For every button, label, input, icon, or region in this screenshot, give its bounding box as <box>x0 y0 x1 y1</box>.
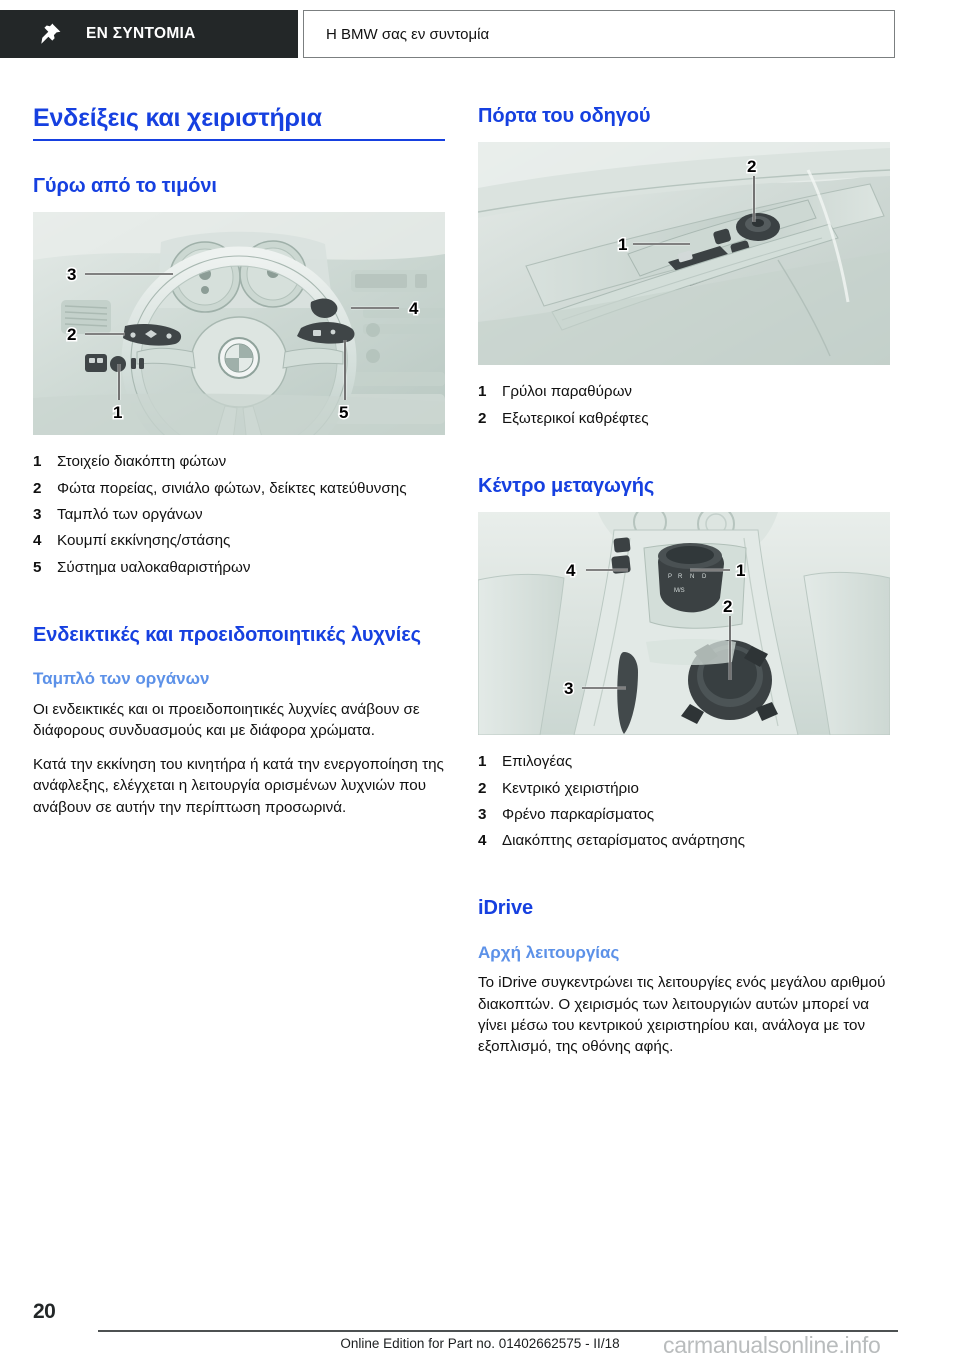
list-item-label: Εξωτερικοί καθρέφτες <box>502 409 649 427</box>
chapter-tab[interactable] <box>0 10 298 58</box>
list-item-number: 1 <box>478 383 487 401</box>
edition-note: Online Edition for Part no. 01402662575 - II/18 <box>340 1336 620 1351</box>
svg-text:M/S: M/S <box>674 588 685 595</box>
section-heading-driver-door: Πόρτα του οδηγού <box>478 105 651 127</box>
list-item-number: 2 <box>478 409 487 427</box>
svg-text:P: P <box>668 574 673 581</box>
list-item-label: Κουμπί εκκίνησης/στάσης <box>57 532 231 550</box>
breadcrumb <box>303 10 895 58</box>
svg-text:1: 1 <box>618 235 628 255</box>
right-column <box>478 104 890 1057</box>
list-item-label: Στοιχείο διακόπτη φώτων <box>57 453 227 471</box>
list-item <box>478 381 890 402</box>
list-item-number: 2 <box>33 479 42 497</box>
list-item-number: 5 <box>33 558 42 576</box>
list-item-label: Γρύλοι παραθύρων <box>502 383 633 401</box>
list-item <box>33 504 445 525</box>
driver-door-callout-list <box>478 381 890 429</box>
list-item-number: 3 <box>478 805 487 823</box>
svg-text:2: 2 <box>67 325 77 345</box>
svg-text:D: D <box>702 574 707 581</box>
steering-wheel-callout-list <box>33 451 445 577</box>
pin-icon <box>40 23 62 45</box>
svg-text:3: 3 <box>564 679 574 699</box>
steering-wheel-figure <box>33 212 445 435</box>
breadcrumb-label: Η BMW σας εν συντομία <box>326 25 490 43</box>
svg-text:R: R <box>678 574 683 581</box>
section-heading-indicator-warning-lamps: Ενδεικτικές και προειδοποιητικές λυχνίες <box>33 623 421 646</box>
svg-text:4: 4 <box>566 561 576 581</box>
list-item-number: 1 <box>478 753 487 771</box>
section-heading-around-steering-wheel: Γύρω από το τιμόνι <box>33 175 217 197</box>
list-item <box>478 408 890 429</box>
paragraph: Το iDrive συγκεντρώνει τις λειτουργίες ενός μεγάλου αριθμού διακοπτών. Ο χειρισμός των λειτουργιών αυτών μπορεί να γίνει μέσω του κεντρικού χειριστηρίου και, ανάλογα με τον εξοπλισμό, της οθόνης αφής. <box>478 974 886 1056</box>
center-console-callout-list <box>478 751 890 851</box>
driver-door-figure <box>478 142 890 365</box>
subsection-heading-operating-principle: Αρχή λειτουργίας <box>478 942 620 962</box>
list-item <box>478 804 890 825</box>
paragraph: Κατά την εκκίνηση του κινητήρα ή κατά την ενεργοποίηση της ανάφλεξης, ελέγχεται η λειτουργία ορισμένων λυχνιών που ανάβουν σε αυτήν την περίπτωση προσωρινά. <box>33 756 444 816</box>
list-item <box>33 451 445 472</box>
svg-text:N: N <box>690 574 695 581</box>
page-footer <box>0 1296 960 1362</box>
center-console-figure <box>478 512 890 735</box>
list-item-number: 4 <box>478 832 487 850</box>
subsection-heading-instrument-cluster: Ταμπλό των οργάνων <box>33 669 210 689</box>
svg-text:5: 5 <box>339 403 349 423</box>
list-item-number: 4 <box>33 532 42 550</box>
list-item-label: Φώτα πορείας, σινιάλο φώτων, δείκτες κατεύθυνσης <box>57 479 407 497</box>
list-item-number: 1 <box>33 453 42 471</box>
list-item-label: Φρένο παρκαρίσματος <box>502 805 655 823</box>
svg-text:1: 1 <box>113 403 123 423</box>
svg-text:1: 1 <box>736 561 746 581</box>
list-item <box>33 557 445 578</box>
watermark: carmanualsonline.info <box>663 1332 881 1358</box>
section-heading-switch-center: Κέντρο μεταγωγής <box>478 474 655 497</box>
paragraph: Οι ενδεικτικές και οι προειδοποιητικές λυχνίες ανάβουν σε διάφορους συνδυασμούς και με διάφορα χρώματα. <box>33 700 420 739</box>
list-item-label: Ταμπλό των οργάνων <box>57 505 203 523</box>
left-column <box>33 104 445 818</box>
list-item <box>478 830 890 851</box>
list-item-label: Επιλογέας <box>502 753 573 771</box>
list-item <box>33 478 445 499</box>
list-item <box>33 530 445 551</box>
list-item-label: Διακόπτης σεταρίσματος ανάρτησης <box>502 832 745 850</box>
list-item-label: Σύστημα υαλοκαθαριστήρων <box>57 558 251 576</box>
section-heading-idrive: iDrive <box>478 897 533 920</box>
list-item-number: 2 <box>478 779 487 797</box>
page-header <box>0 10 960 58</box>
page-title: Ενδείξεις και χειριστήρια <box>33 104 445 141</box>
chapter-tab-label: ΕΝ ΣΥΝΤΟΜΙΑ <box>86 25 196 42</box>
svg-text:4: 4 <box>409 299 419 319</box>
list-item-number: 3 <box>33 505 42 523</box>
svg-text:2: 2 <box>747 157 757 177</box>
list-item <box>478 778 890 799</box>
svg-text:3: 3 <box>67 265 77 285</box>
list-item <box>478 751 890 772</box>
page-number: 20 <box>33 1300 56 1323</box>
list-item-label: Κεντρικό χειριστήριο <box>502 779 639 797</box>
svg-text:2: 2 <box>723 597 733 617</box>
